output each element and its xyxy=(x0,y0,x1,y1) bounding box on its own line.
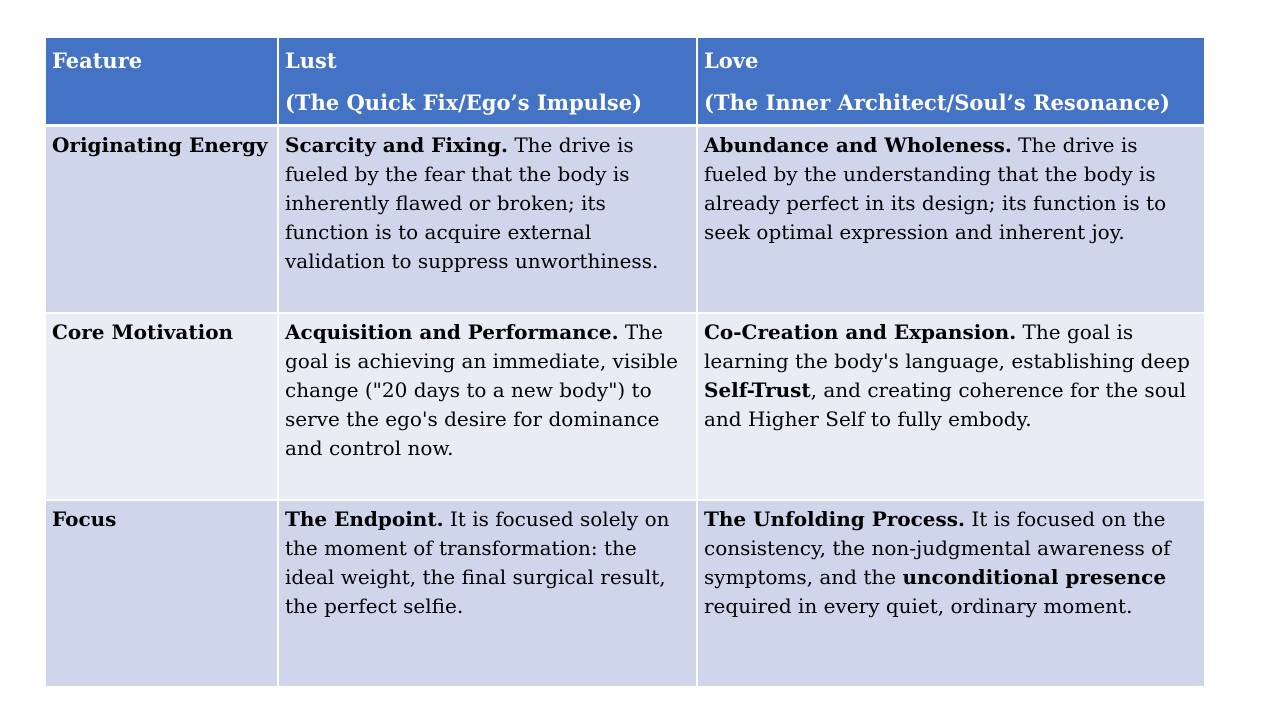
love-lead: The Unfolding Process. xyxy=(704,507,966,531)
love-lead: Abundance and Wholeness. xyxy=(704,133,1012,157)
love-cell xyxy=(697,126,1204,314)
lust-text: The drive is fueled by the fear that the body is inherently flawed or broken; its function is to acquire external validation to suppress unworthiness. xyxy=(285,133,659,273)
table-row xyxy=(46,313,1204,500)
table-row xyxy=(46,126,1204,314)
table-row xyxy=(46,500,1204,687)
love-lead: Co-Creation and Expansion. xyxy=(704,320,1017,344)
lust-cell xyxy=(278,126,697,314)
header-love-title: Love xyxy=(704,48,759,73)
lust-lead: The Endpoint. xyxy=(285,507,444,531)
header-lust-subtitle: (The Quick Fix/Ego’s Impulse) xyxy=(285,90,642,115)
lust-lead: Acquisition and Performance. xyxy=(285,320,619,344)
header-love-subtitle: (The Inner Architect/Soul’s Resonance) xyxy=(704,90,1170,115)
header-feature-label: Feature xyxy=(52,48,143,73)
love-text: The drive is fueled by the understanding that the body is already perfect in its design; its function is to seek optimal expression and inherent joy. xyxy=(704,133,1167,244)
lust-lead: Scarcity and Fixing. xyxy=(285,133,508,157)
lust-cell xyxy=(278,500,697,687)
love-cell xyxy=(697,313,1204,500)
lust-text: It is focused solely on the moment of transformation: the ideal weight, the final surgical result, the perfect selfie. xyxy=(285,507,670,618)
table-header-row xyxy=(46,38,1204,126)
feature-cell: Originating Energy xyxy=(46,126,278,314)
love-text-1: The goal is learning the body's language, establishing deep xyxy=(704,320,1190,373)
lust-cell xyxy=(278,313,697,500)
header-feature xyxy=(46,38,278,126)
love-cell xyxy=(697,500,1204,687)
header-love xyxy=(697,38,1204,126)
love-text-1: It is focused on the consistency, the non-judgmental awareness of symptoms, and the xyxy=(704,507,1171,589)
love-text-2: , and creating coherence for the soul and Higher Self to fully embody. xyxy=(704,378,1187,431)
love-emphasis: Self-Trust xyxy=(704,378,811,402)
header-lust xyxy=(278,38,697,126)
feature-cell: Core Motivation xyxy=(46,313,278,500)
lust-text: The goal is achieving an immediate, visible change ("20 days to a new body") to serve the ego's desire for dominance and control now. xyxy=(285,320,678,460)
comparison-table xyxy=(46,38,1204,688)
feature-cell: Focus xyxy=(46,500,278,687)
love-emphasis: unconditional presence xyxy=(902,565,1167,589)
header-lust-title: Lust xyxy=(285,48,337,73)
love-text-2: required in every quiet, ordinary moment. xyxy=(704,594,1133,618)
